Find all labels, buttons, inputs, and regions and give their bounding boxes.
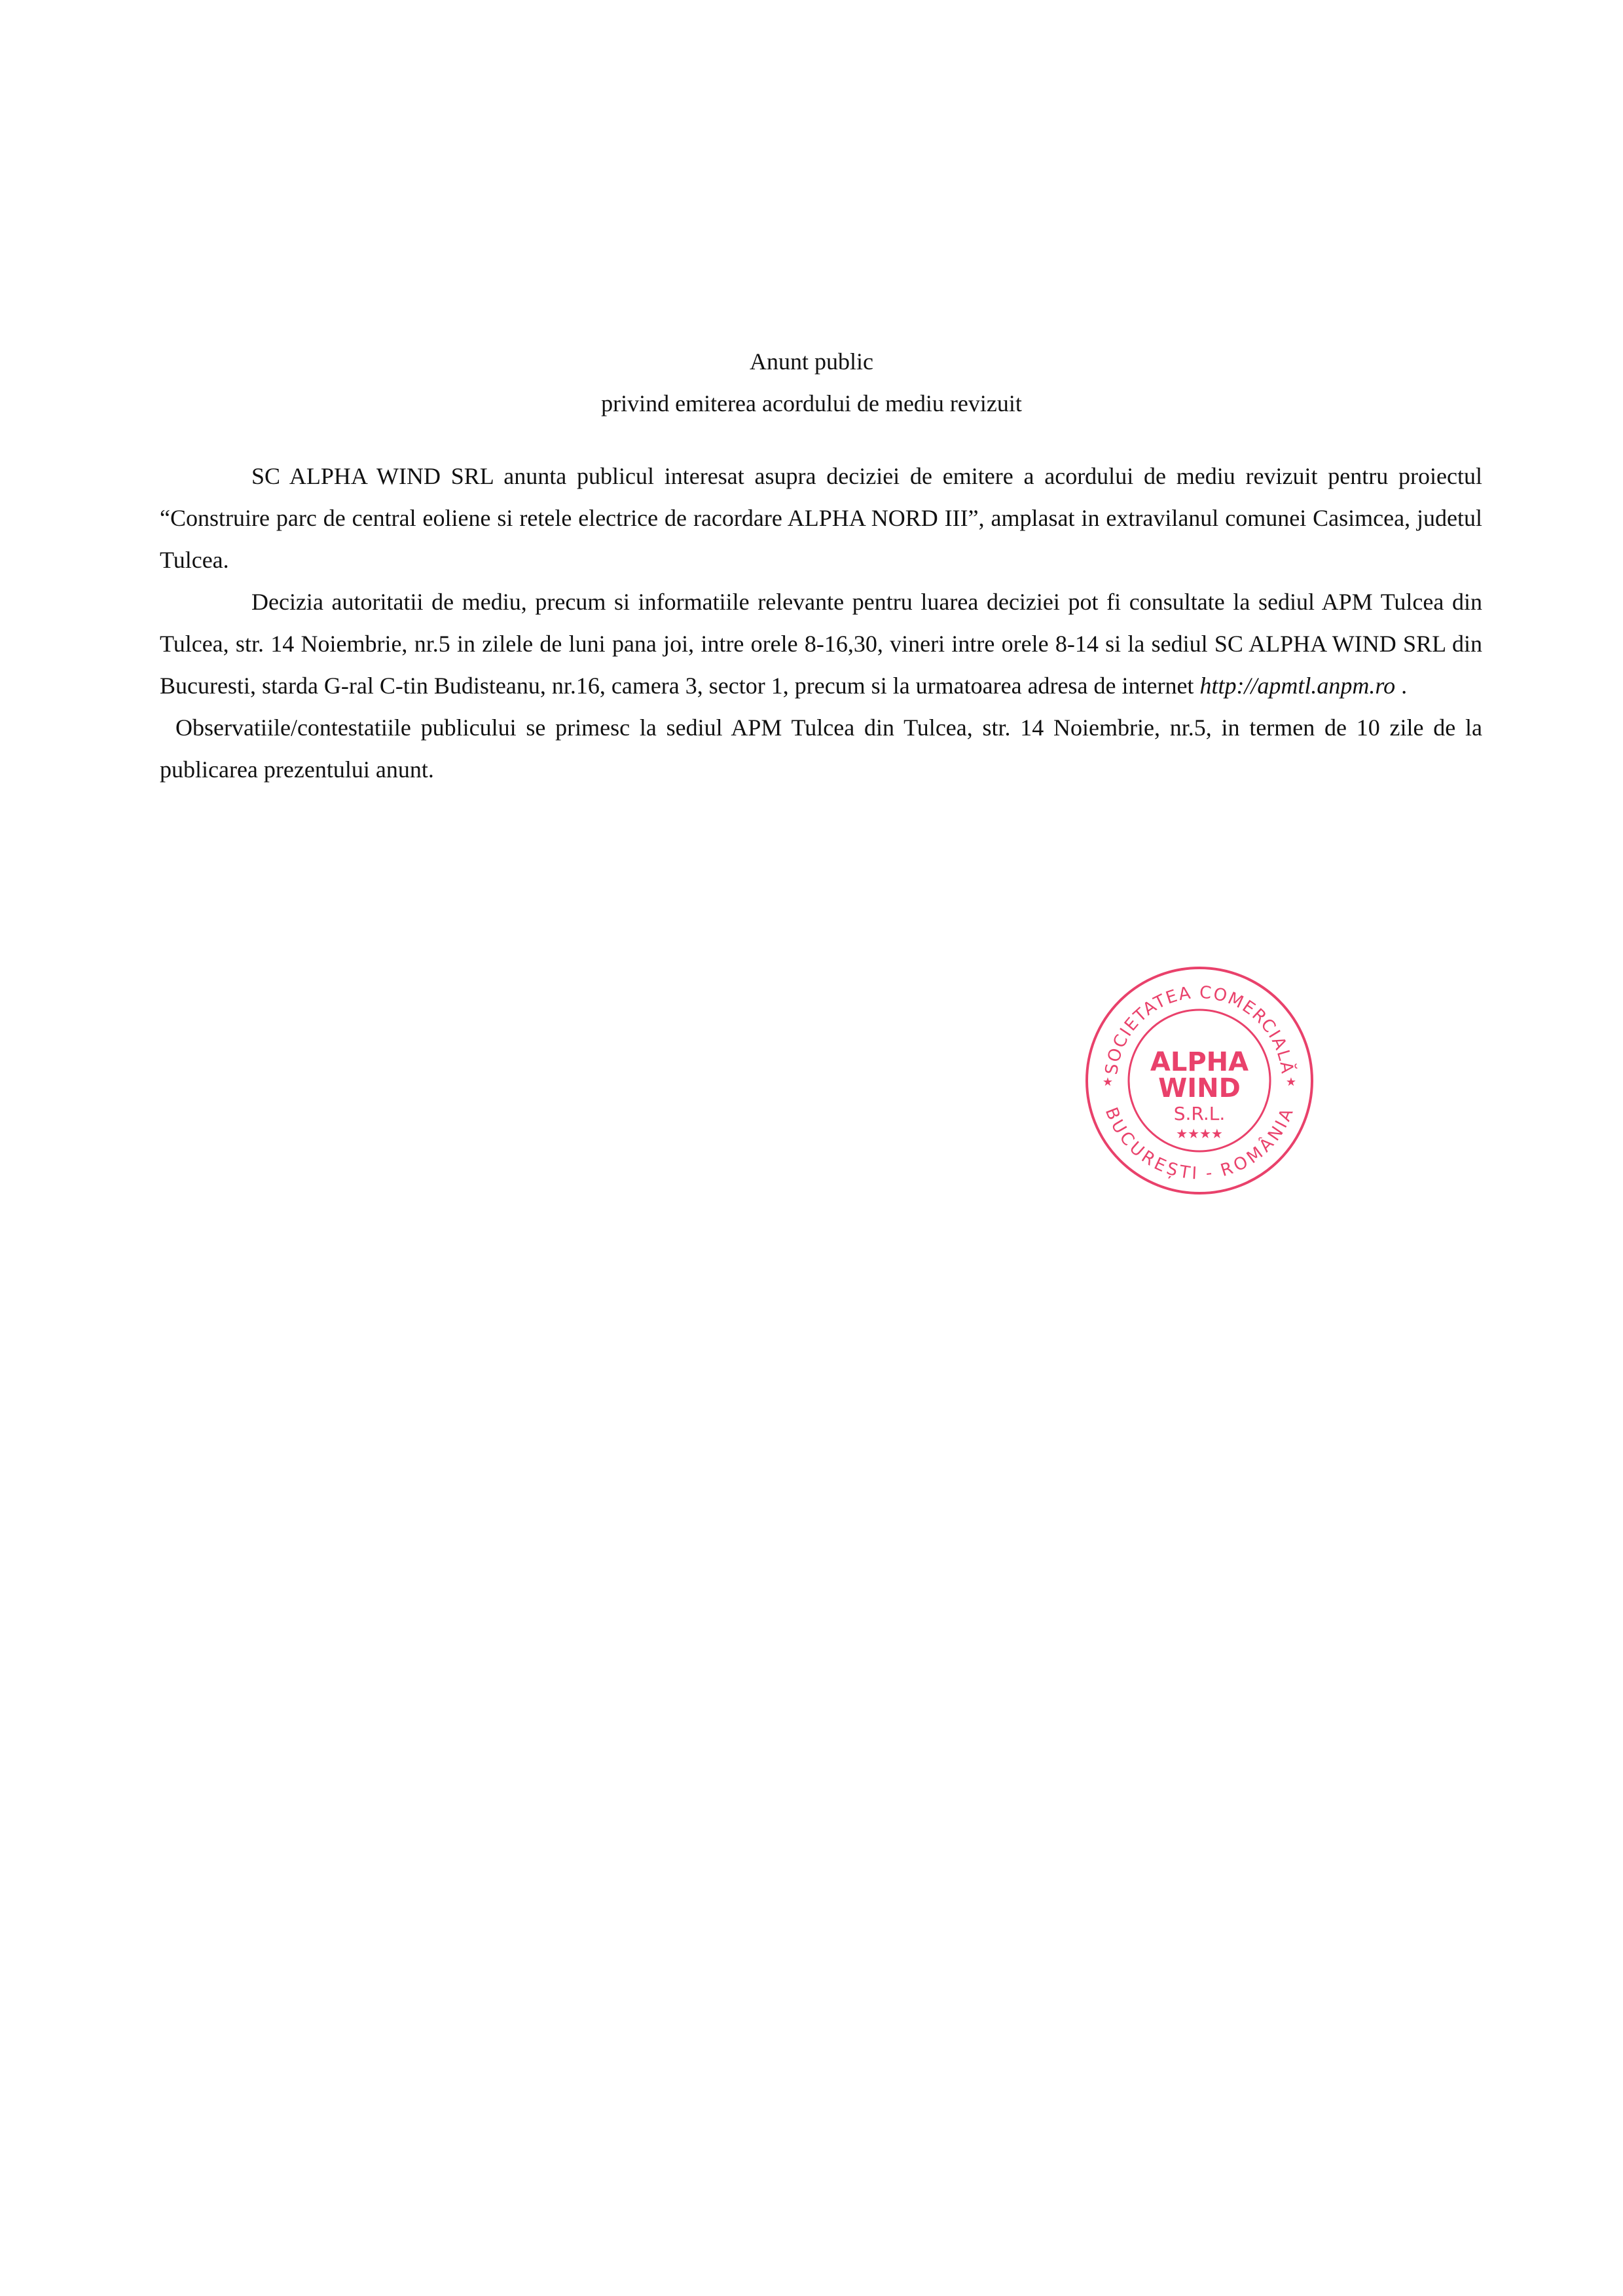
stamp-separator-left: ★ [1102,1075,1114,1089]
decision-end: . [1395,673,1408,699]
stamp-stars: ★★★★ [1176,1126,1223,1141]
company-stamp-graphic [1082,963,1317,1198]
intro-paragraph: SC ALPHA WIND SRL anunta publicul interesat asupra deciziei de emitere a acordului de mediu revizuit pentru proiectul “Construire parc de central eoliene si retele electrice de racordare ALPHA NORD III”, amplasat in extravilanul comunei Casimcea, judetul Tulcea. [160,463,1482,573]
notice-title: Anunt public [750,348,873,375]
company-stamp [1082,963,1317,1198]
stamp-name-line1: ALPHA [1150,1047,1249,1077]
notice-body [160,455,1482,790]
stamp-outer-bottom-text: BUCUREȘTI - ROMÂNIA [1101,1105,1298,1184]
stamp-separator-right: ★ [1285,1075,1297,1089]
stamp-outer-top-text: SOCIETATEA COMERCIALĂ [1102,982,1297,1076]
observations-paragraph: Observatiile/contestatiile publicului se primesc la sediul APM Tulcea din Tulcea, str. 14 Noiembrie, nr.5, in termen de 10 zile de la publicarea prezentului anunt. [160,714,1482,783]
stamp-legal-form: S.R.L. [1173,1103,1226,1124]
decision-paragraph [160,581,1482,707]
decision-text: Decizia autoritatii de mediu, precum si informatiile relevante pentru luarea deciziei pot fi consultate la sediul APM Tulcea din Tulcea, str. 14 Noiembrie, nr.5 in zilele de luni pana joi, intre orele 8-16,30, vineri intre orele 8-14 si la sediul SC ALPHA WIND SRL din Bucuresti, starda G-ral C-tin Budisteanu, nr.16, camera 3, sector 1, precum si la urmatoarea adresa de internet [160,589,1482,699]
notice-heading [0,341,1623,424]
notice-subtitle: privind emiterea acordului de mediu revizuit [601,390,1022,417]
internet-address-link[interactable]: http://apmtl.anpm.ro [1199,673,1396,699]
stamp-name-line2: WIND [1158,1073,1241,1103]
